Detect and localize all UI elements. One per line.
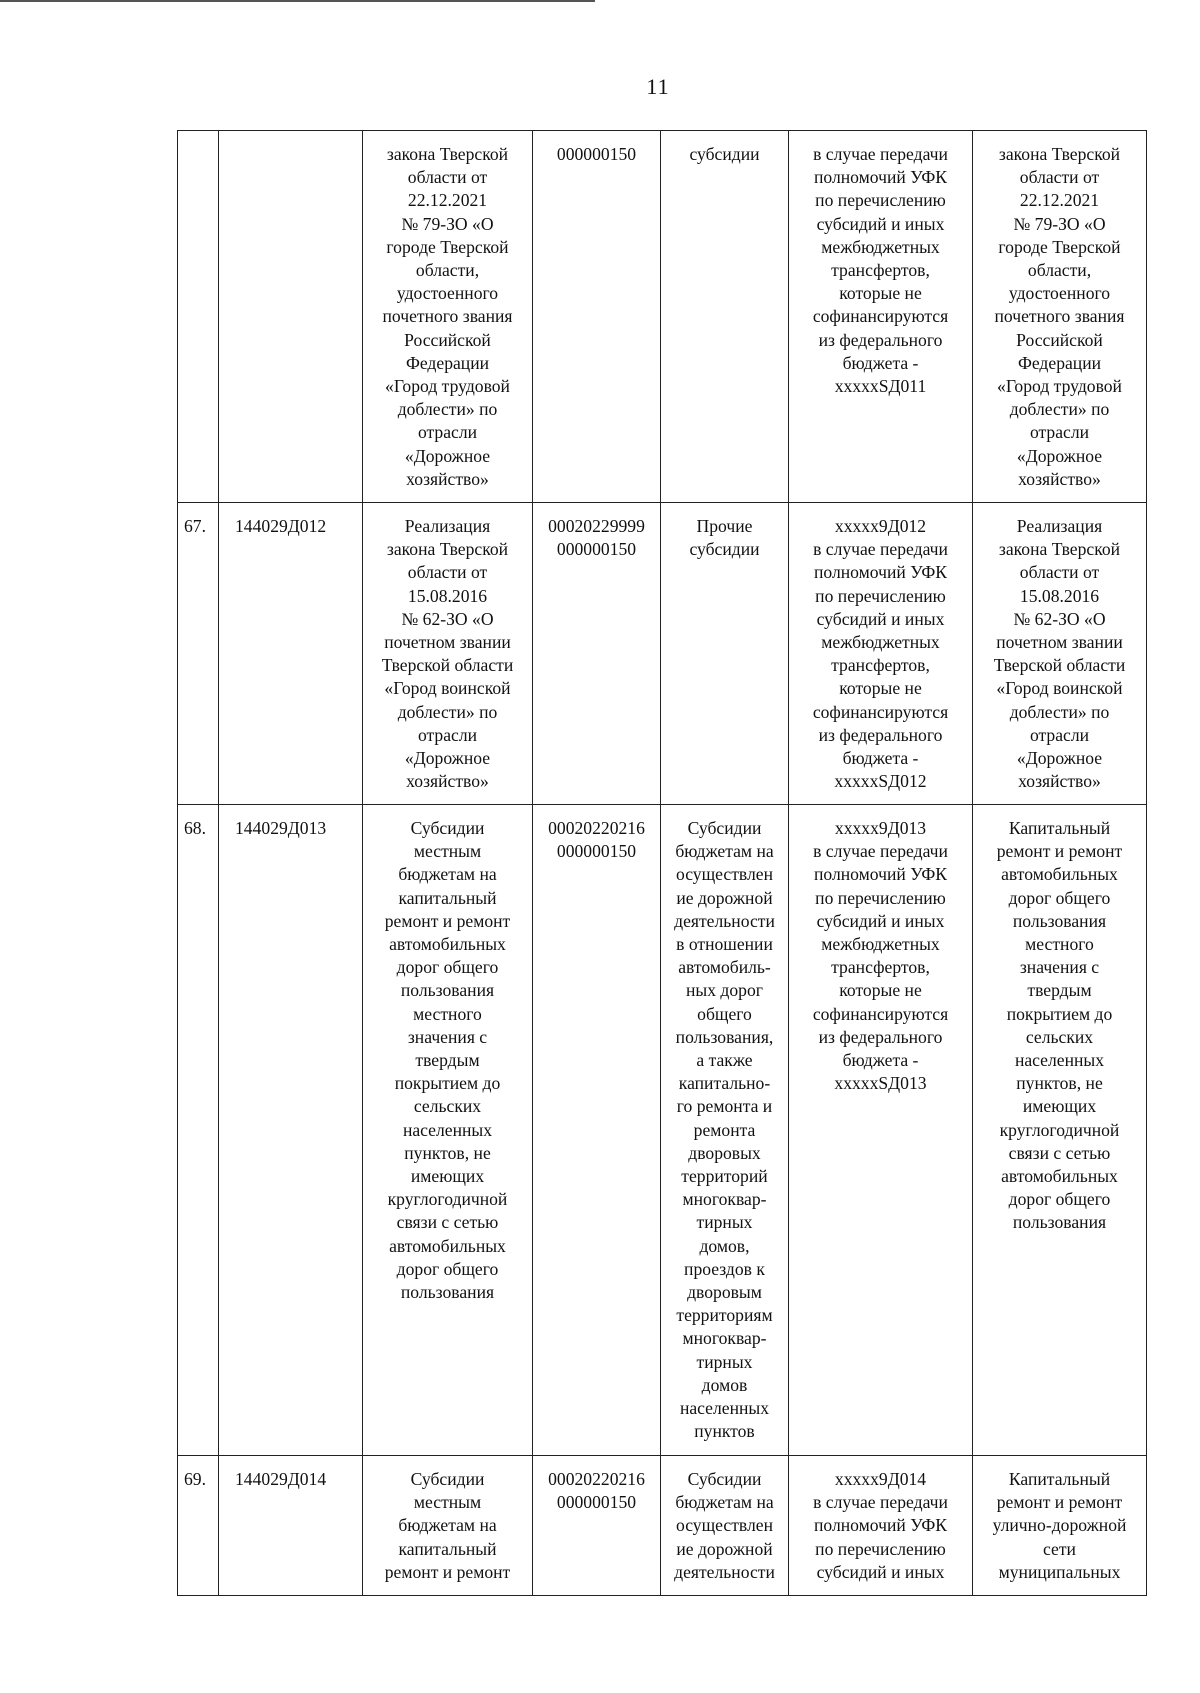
row-purpose: закона Тверской области от 22.12.2021 № 79-ЗО «О городе Тверской области, удостоенного почетного звания Российской Федерации «Город трудовой доблести» по отрасли «Дорожное хозяйство» <box>973 131 1147 503</box>
row-note: xxxxx9Д013 в случае передачи полномочий УФК по перечислению субсидий и иных межбюджетных трансфертов, которые не софинансируются из федерального бюджета - xxxxxSД013 <box>789 805 973 1456</box>
row-code: 144029Д013 <box>219 805 363 1456</box>
row-name: Субсидии местным бюджетам на капитальный ремонт и ремонт <box>363 1456 533 1596</box>
row-kbk: 00020220216 000000150 <box>533 805 661 1456</box>
row-name: закона Тверской области от 22.12.2021 № 79-ЗО «О городе Тверской области, удостоенного почетного звания Российской Федерации «Город трудовой доблести» по отрасли «Дорожное хозяйство» <box>363 131 533 503</box>
table-row <box>178 503 1147 805</box>
page-number: 11 <box>646 74 670 99</box>
row-code <box>219 131 363 503</box>
row-code: 144029Д014 <box>219 1456 363 1596</box>
row-kbk: 00020220216 000000150 <box>533 1456 661 1596</box>
table-row <box>178 805 1147 1456</box>
row-note: xxxxx9Д014 в случае передачи полномочий УФК по перечислению субсидий и иных <box>789 1456 973 1596</box>
table-row <box>178 131 1147 503</box>
row-purpose: Реализация закона Тверской области от 15.08.2016 № 62-ЗО «О почетном звании Тверской области «Город воинской доблести» по отрасли «Дорожное хозяйство» <box>973 503 1147 805</box>
row-kbk-name: Прочие субсидии <box>661 503 789 805</box>
row-kbk: 00020229999 000000150 <box>533 503 661 805</box>
row-kbk-name: Субсидии бюджетам на осуществлен ие дорожной деятельности в отношении автомобиль- ных дорог общего пользования, а также капитально- го ремонта и ремонта дворовых территорий многоквар- тирных домов, проездов к дворовым территориям многоквар- тирных домов населенных пунктов <box>661 805 789 1456</box>
row-purpose: Капитальный ремонт и ремонт улично-дорожной сети муниципальных <box>973 1456 1147 1596</box>
table-row <box>178 1456 1147 1596</box>
row-number <box>178 131 219 503</box>
row-code: 144029Д012 <box>219 503 363 805</box>
row-number: 68. <box>178 805 219 1456</box>
row-purpose: Капитальный ремонт и ремонт автомобильных дорог общего пользования местного значения с твердым покрытием до сельских населенных пунктов, не имеющих круглогодичной связи с сетью автомобильных дорог общего пользования <box>973 805 1147 1456</box>
row-number: 69. <box>178 1456 219 1596</box>
row-kbk: 000000150 <box>533 131 661 503</box>
row-note: в случае передачи полномочий УФК по перечислению субсидий и иных межбюджетных трансфертов, которые не софинансируются из федерального бюджета - xxxxxSД011 <box>789 131 973 503</box>
subsidy-table <box>177 130 1147 1596</box>
row-number: 67. <box>178 503 219 805</box>
scan-edge-line <box>0 0 595 2</box>
row-kbk-name: Субсидии бюджетам на осуществлен ие дорожной деятельности <box>661 1456 789 1596</box>
row-name: Субсидии местным бюджетам на капитальный ремонт и ремонт автомобильных дорог общего пользования местного значения с твердым покрытием до сельских населенных пунктов, не имеющих круглогодичной связи с сетью автомобильных дорог общего пользования <box>363 805 533 1456</box>
row-name: Реализация закона Тверской области от 15.08.2016 № 62-ЗО «О почетном звании Тверской области «Город воинской доблести» по отрасли «Дорожное хозяйство» <box>363 503 533 805</box>
row-note: xxxxx9Д012 в случае передачи полномочий УФК по перечислению субсидий и иных межбюджетных трансфертов, которые не софинансируются из федерального бюджета - xxxxxSД012 <box>789 503 973 805</box>
row-kbk-name: субсидии <box>661 131 789 503</box>
